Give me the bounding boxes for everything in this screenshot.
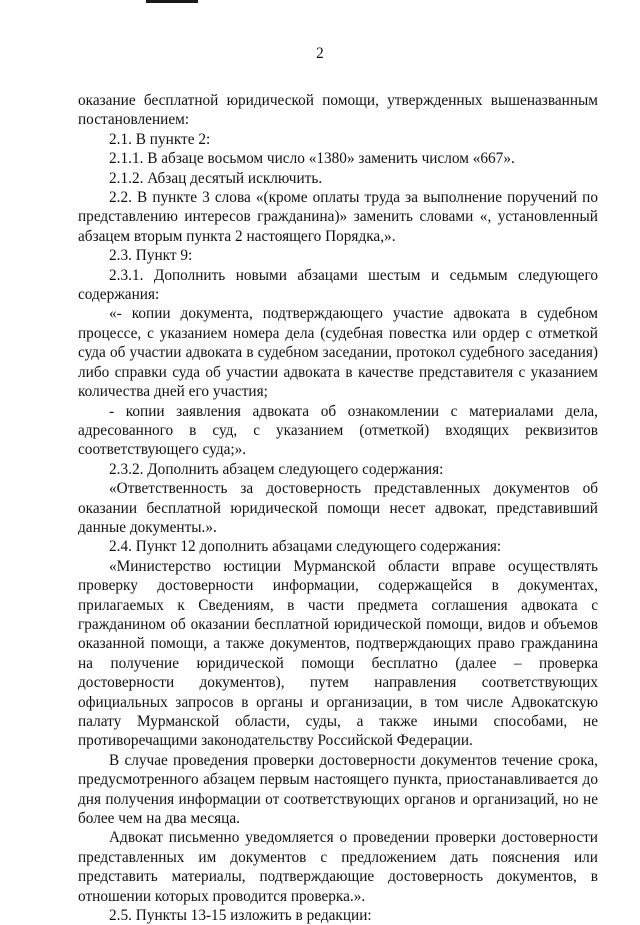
paragraph: 2.2. В пункте 3 слова «(кроме оплаты труда за выполнение поручений по представлению интересов гражданина)» заменить словами «, установленный абзацем вторым пункта 2 настоящего Порядка,». (78, 189, 598, 245)
paragraph: «Ответственность за достоверность представленных документов об оказании бесплатной юридической помощи несет адвокат, представивший данные документы.». (78, 480, 598, 536)
paragraph: 2.1.2. Абзац десятый исключить. (109, 169, 323, 187)
paragraph: 2.5. Пункты 13-15 изложить в редакции: (109, 907, 372, 925)
paragraph: 2.1. В пункте 2: (109, 130, 211, 148)
page-number: 2 (316, 45, 324, 62)
paragraph: 2.3.2. Дополнить абзацем следующего содержания: (109, 460, 444, 478)
paragraph: 2.1.1. В абзаце восьмом число «1380» заменить числом «667». (109, 150, 515, 168)
paragraph: Адвокат письменно уведомляется о проведении проверки достоверности представленных им документов с предложением дать пояснения или представить материалы, подтверждающие достоверность документов, в отношении которых проводится проверка.». (78, 829, 598, 905)
document-body (78, 91, 598, 925)
paragraph: - копии заявления адвоката об ознакомлении с материалами дела, адресованного в суд, с указанием (отметкой) входящих реквизитов соответствующего суда;». (78, 402, 598, 459)
paragraph: 2.3. Пункт 9: (109, 247, 193, 265)
paragraph: «- копии документа, подтверждающего участие адвоката в судебном процессе, с указанием номера дела (судебная повестка или ордер с отметкой суда об участии адвоката в судебном заседании, протокол судебного заседания) либо справки суда об участии адвоката в качестве представителя с указанием количества дней его участия; (78, 305, 598, 401)
scan-artifact (146, 0, 198, 3)
paragraph: «Министерство юстиции Мурманской области вправе осуществлять проверку достоверности информации, содержащейся в документах, прилагаемых к Сведениям, в части предмета соглашения адвоката с гражданином об оказании бесплатной юридической помощи, видов и объемов оказанной помощи, а также документов, подтверждающих право гражданина на получение юридической помощи бесплатно (далее – проверка достоверности документов), путем направления соответствующих официальных запросов в органы и организации, в том числе Адвокатскую палату Мурманской области, суды, а также иными способами, не противоречащими законодательству Российской Федерации. (78, 557, 598, 750)
paragraph: 2.3.1. Дополнить новыми абзацами шестым и седьмым следующего содержания: (78, 266, 598, 304)
paragraph: В случае проведения проверки достоверности документов течение срока, предусмотренного абзацем первым настоящего пункта, приостанавливается до дня получения информации от соответствующих органов и организаций, но не более чем на два месяца. (78, 751, 598, 828)
paragraph: оказание бесплатной юридической помощи, утвержденных вышеназванным постановлением: (78, 92, 598, 129)
paragraph: 2.4. Пункт 12 дополнить абзацами следующего содержания: (109, 538, 502, 556)
